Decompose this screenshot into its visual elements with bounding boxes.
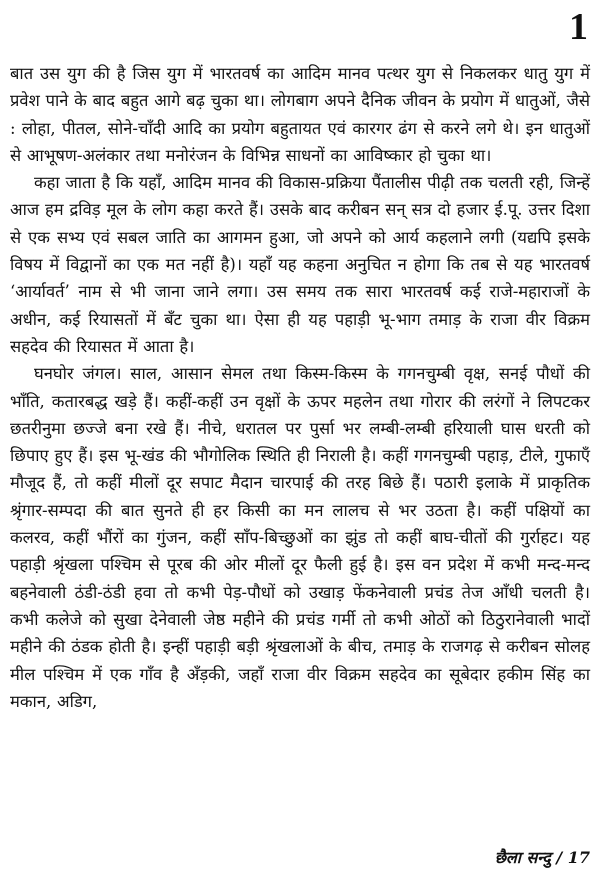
body-text [10,60,590,715]
page-footer: छैला सन्दु / 17 [494,848,590,867]
paragraph-1: बात उस युग की है जिस युग में भारतवर्ष का आदिम मानव पत्थर युग से निकलकर धातु युग में प्रवेश पाने के बाद बहुत आगे बढ़ चुका था। लोगबाग अपने दैनिक जीवन के प्रयोग में धातुओं, जैसे : लोहा, पीतल, सोने-चाँदी आदि का प्रयोग बहुतायत एवं कारगर ढंग से करने लगे थे। इन धातुओं से आभूषण-अलंकार तथा मनोरंजन के विभिन्न साधनों का आविष्कार हो चुका था। [10,64,590,165]
chapter-number: 1 [569,6,588,48]
paragraph-3: घनघोर जंगल। साल, आसान सेमल तथा किस्म-किस्म के गगनचुम्बी वृक्ष, सनई पौधों की भाँति, कतारबद्ध खड़े हैं। कहीं-कहीं उन वृक्षों के ऊपर महलेन तथा गोरार की लरंगों ने लिपटकर छतरीनुमा छज्जे बना रखे हैं। नीचे, धरातल पर पुर्सा भर लम्बी-लम्बी हरियाली घास धरती को छिपाए हुए हैं। इस भू-खंड की भौगोलिक स्थिति ही निराली है। कहीं गगनचुम्बी पहाड़, टीले, गुफाएँ मौजूद हैं, तो कहीं मीलों दूर सपाट मैदान चारपाई की तरह बिछे हैं। पठारी इलाके में प्राकृतिक श्रृंगार-सम्पदा की बात सुनते ही हर किसी का मन लालच से भर उठता है। कहीं पक्षियों का कलरव, कहीं भौंरों का गुंजन, कहीं साँप-बिच्छुओं का झुंड तो कहीं बाघ-चीतों की गुर्राहट। यह पहाड़ी श्रृंखला पश्चिम से पूरब की ओर मीलों दूर फैली हुई है। इस वन प्रदेश में कभी मन्द-मन्द बहनेवाली ठंडी-ठंडी हवा तो कभी पेड़-पौधों को उखाड़ फेंकनेवाली प्रचंड तेज आँधी चलती है। कभी कलेजे को सुखा देनेवाली जेष्ठ महीने की प्रचंड गर्मी तो कभी ओठों को ठिठुरानेवाली भादों महीने की ठंडक होती है। इन्हीं पहाड़ी बड़ी श्रृंखलाओं के बीच, तमाड़ के राजगढ़ से करीबन सोलह मील पश्चिम में एक गाँव है अँड़की, जहाँ राजा वीर विक्रम सहदेव का सूबेदार हकीम सिंह का मकान, अडिग, [10,364,590,711]
paragraph-2: कहा जाता है कि यहाँ, आदिम मानव की विकास-प्रक्रिया पैंतालीस पीढ़ी तक चलती रही, जिन्हें आज हम द्रविड़ मूल के लोग कहा करते हैं। उसके बाद करीबन सन् सत्र दो हजार ई.पू. उत्तर दिशा से एक सभ्य एवं सबल जाति का आगमन हुआ, जो अपने को आर्य कहलाने लगी (यद्यपि इसके विषय में विद्वानों का एक मत नहीं है)। यहाँ यह कहना अनुचित न होगा कि तब से यह भारतवर्ष ‘आर्यावर्त’ नाम से भी जाना जाने लगा। उस समय तक सारा भारतवर्ष कई राजे-महाराजों के अधीन, कई रियासतों में बँट चुका था। ऐसा ही यह पहाड़ी भू-भाग तमाड़ के राजा वीर विक्रम सहदेव की रियासत में आता है। [10,173,590,356]
